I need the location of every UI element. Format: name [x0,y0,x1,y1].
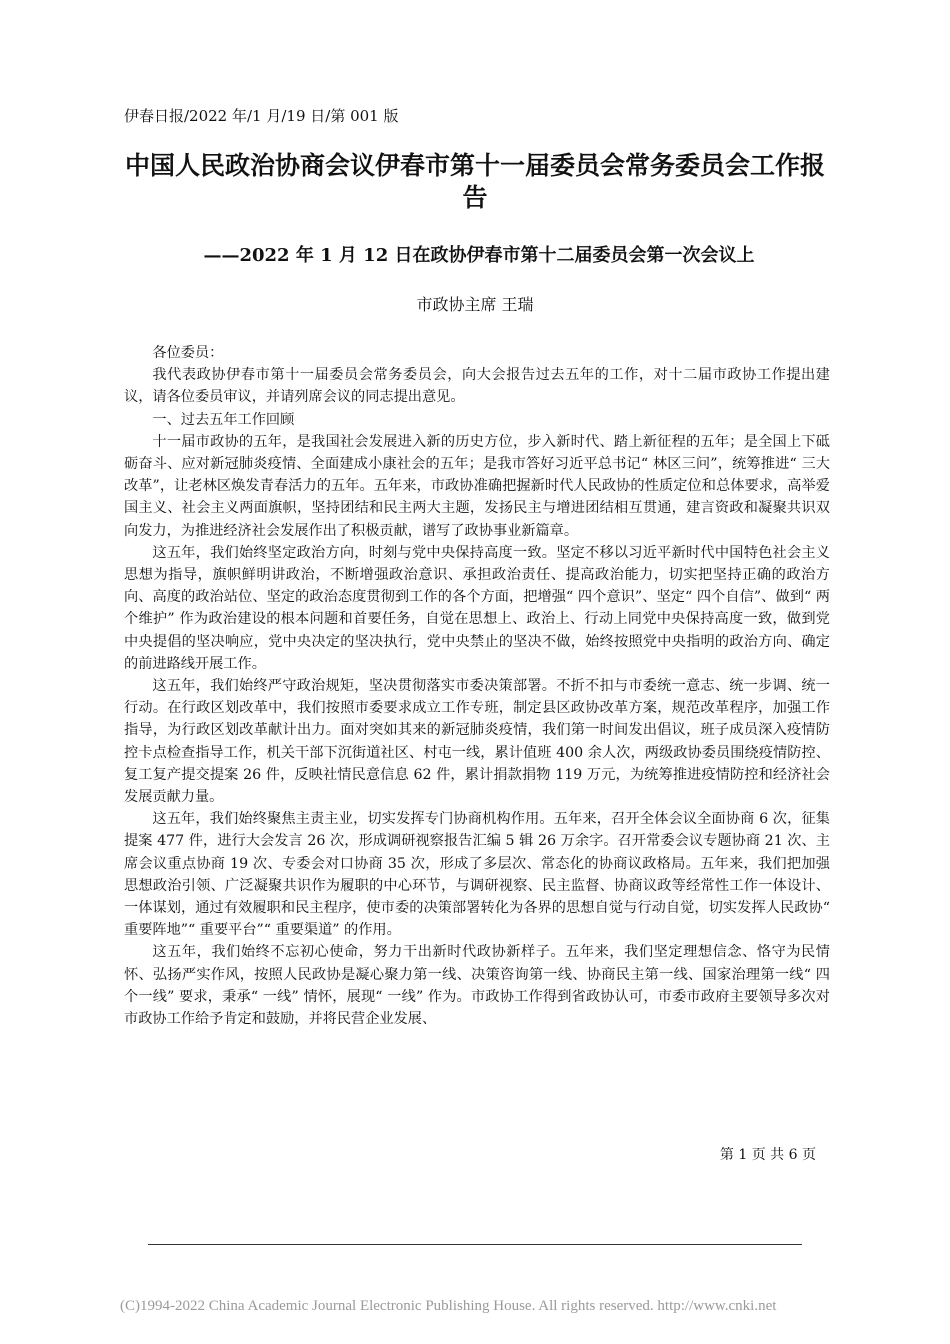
footer-divider [148,1244,802,1245]
page-number: 第 1 页 共 6 页 [719,1147,816,1163]
source-line: 伊春日报/2022 年/1 月/19 日/第 001 版 [124,107,399,125]
article-subtitle: ——2022 年 1 月 12 日在政协伊春市第十二届委员会第一次会议上 [203,245,755,266]
body-paragraph: 这五年，我们始终坚定政治方向，时刻与党中央保持高度一致。坚定不移以习近平新时代中国特色社会主义思想为指导，旗帜鲜明讲政治，不断增强政治意识、承担政治责任、提高政治能力，切实把坚持正确的政治方向、高度的政治站位、坚定的政治态度贯彻到工作的各个方面，把增强“ 四个意识”、坚定“ 四个自信”、做到“ 两个维护” 作为政治建设的根本问题和首要任务，自觉在思想上、政治上、行动上同党中央保持高度一致，做到党中央提倡的坚决响应，党中央决定的坚决执行，党中央禁止的坚决不做，始终按照党中央指明的政治方向、确定的前进路线开展工作。 [124,544,830,672]
article-body [124,342,830,1030]
body-paragraph: 我代表政协伊春市第十一届委员会常务委员会，向大会报告过去五年的工作，对十二届市政协工作提出建议，请各位委员审议，并请列席会议的同志提出意见。 [124,367,830,406]
body-paragraph: 十一届市政协的五年，是我国社会发展进入新的历史方位，步入新时代、踏上新征程的五年；是全国上下砥砺奋斗、应对新冠肺炎疫情、全面建成小康社会的五年；是我市答好习近平总书记“ 林区三问”，统筹推进“ 三大改革”，让老林区焕发青春活力的五年。五年来，市政协准确把握新时代人民政协的性质定位和总体要求，高举爱国主义、社会主义两面旗帜，坚持团结和民主两大主题，发扬民主与增进团结相互贯通，建言资政和凝聚共识双向发力，为推进经济社会发展作出了积极贡献，谱写了政协事业新篇章。 [124,433,830,539]
body-paragraph: 这五年，我们始终严守政治规矩，坚决贯彻落实市委决策部署。不折不扣与市委统一意志、统一步调、统一行动。在行政区划改革中，我们按照市委要求成立工作专班，制定县区政协改革方案，规范改革程序，加强工作指导，为行政区划改革献计出力。面对突如其来的新冠肺炎疫情，我们第一时间发出倡议，班子成员深入疫情防控卡点检查指导工作，机关干部下沉街道社区、村屯一线，累计值班 400 余人次，两级政协委员围绕疫情防控、复工复产提交提案 26 件，反映社情民意信息 62 件，累计捐款捐物 119 万元，为统筹推进疫情防控和经济社会发展贡献力量。 [124,678,830,806]
salutation: 各位委员： [152,345,224,361]
copyright-notice: (C)1994-2022 China Academic Journal Electronic Publishing House. All rights reserved. http://www.cnki.net [120,1298,777,1314]
body-paragraph: 这五年，我们始终聚焦主责主业，切实发挥专门协商机构作用。五年来，召开全体会议全面协商 6 次，征集提案 477 件，进行大会发言 26 次，形成调研视察报告汇编 5 辑 26 万余字。召开常委会议专题协商 21 次、主席会议重点协商 19 次、专委会对口协商 35 次，形成了多层次、常态化的协商议政格局。五年来，我们把加强思想政治引领、广泛凝聚共识作为履职的中心环节，与调研视察、民主监督、协商议政等经常性工作一体设计、一体谋划，通过有效履职和民主程序，使市委的决策部署转化为各界的思想自觉与行动自觉，切实发挥人民政协“ 重要阵地”“ 重要平台”“ 重要渠道” 的作用。 [124,811,830,939]
article-title: 中国人民政治协商会议伊春市第十一届委员会常务委员会工作报告 [124,151,825,212]
article-author: 市政协主席 王瑞 [416,295,534,314]
section-heading: 一、过去五年工作回顾 [152,411,295,428]
body-paragraph: 这五年，我们始终不忘初心使命，努力干出新时代政协新样子。五年来，我们坚定理想信念、恪守为民情怀、弘扬严实作风，按照人民政协是凝心聚力第一线、决策咨询第一线、协商民主第一线、国家治理第一线“ 四个一线” 要求，秉承“ 一线” 情怀，展现“ 一线” 作为。市政协工作得到省政协认可，市委市政府主要领导多次对市政协工作给予肯定和鼓励，并将民营企业发展、 [124,944,830,1028]
